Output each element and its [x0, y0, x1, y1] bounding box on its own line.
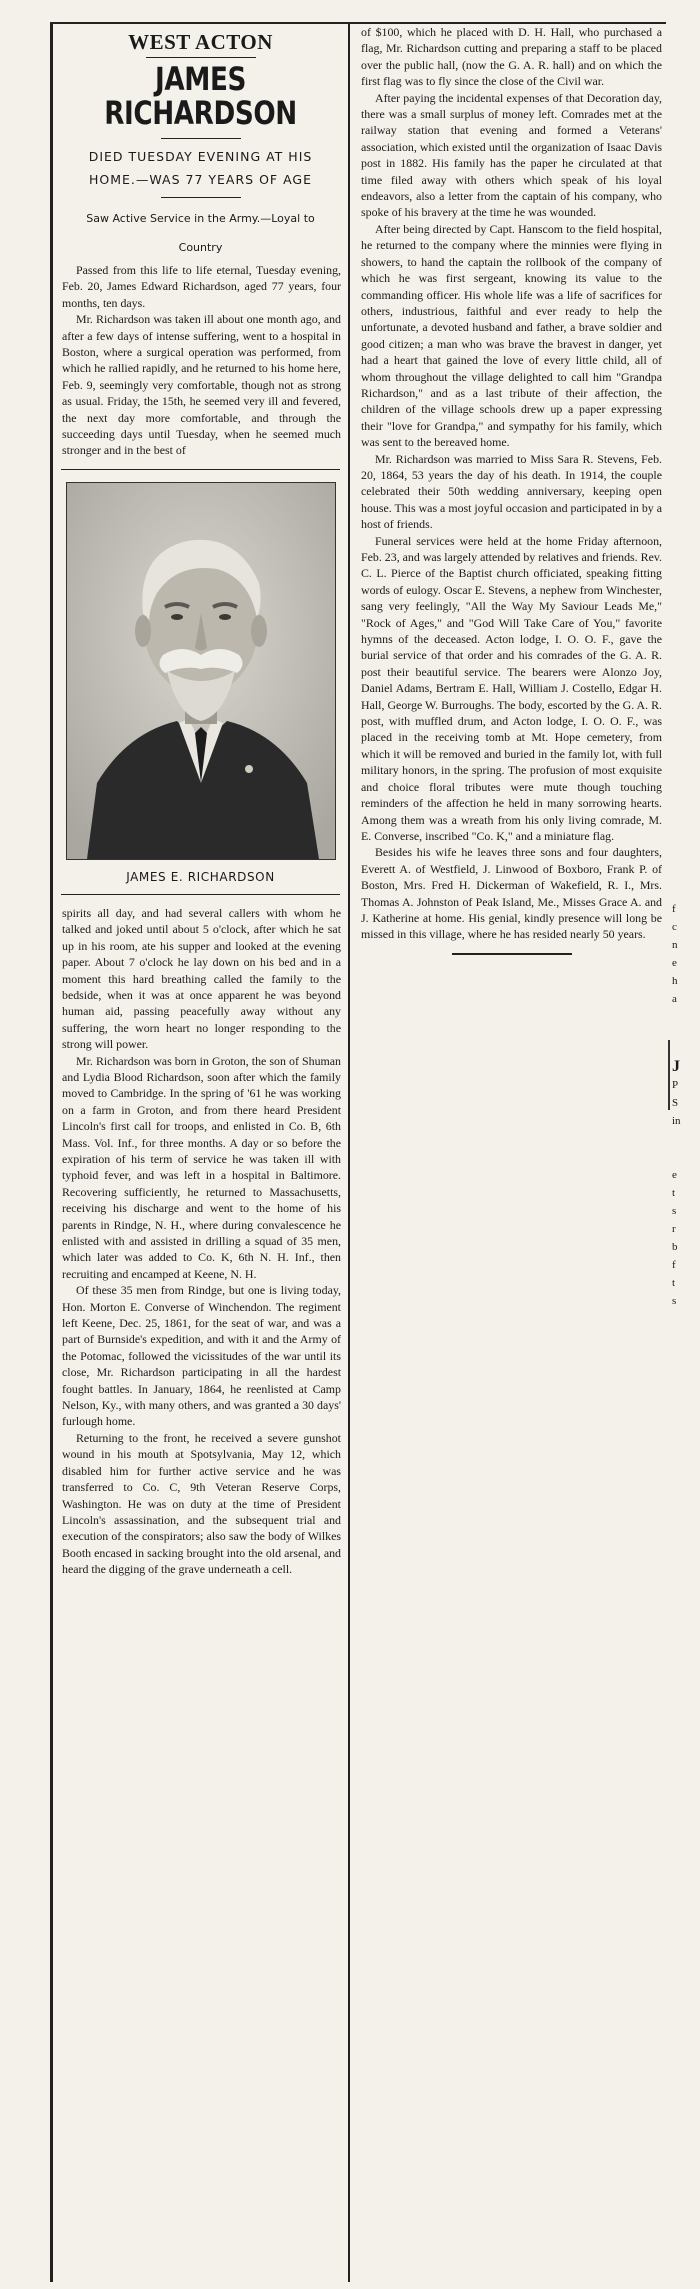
margin-fragment: S	[672, 1097, 679, 1109]
margin-fragment: e	[672, 957, 677, 969]
left-column	[50, 24, 350, 2282]
headline-divider	[161, 138, 241, 139]
margin-fragment: J	[672, 1058, 680, 1075]
paragraph: Passed from this life to life eternal, Tuesday evening, Feb. 20, James Edward Richardson, aged 77 years, four months, ten days.	[62, 263, 341, 310]
paragraph: After paying the incidental expenses of that Decoration day, there was a small surplus of money left. Comrades met at the railway station that evening and formed a Veterans' association, which existed until the organization of Isaac Davis post in 1882. His family has the paper he circulated at that time filed away with others which speak of his loyal endeavors, also a letter from the captain of his company, who spoke of his bravery at the time he was wounded.	[361, 90, 662, 220]
portrait-illustration	[67, 483, 335, 859]
margin-fragment: t	[672, 1187, 676, 1199]
margin-fragment: a	[672, 993, 677, 1005]
headline-name: JAMES RICHARDSON	[104, 60, 297, 132]
photo-caption: JAMES E. RICHARDSON	[126, 869, 275, 884]
paragraph: After being directed by Capt. Hanscom to the field hospital, he returned to the company where the minnies were flying in showers, to hand the captain the rollbook of the company of which he was first sergeant, knowing its value to the commanding officer. His whole life was a life of sacrifices for others, industrious, faithful and ever ready to help the unfortunate, a devoted husband and father, a brave soldier and good citizen; a man who was brave the bravest in danger, yet had a heart that gained the love of every little child, all of whom throughout the village delighted to call him "Grandpa Richardson," and as a last tribute of their affection, the children of the village schools drew up a paper expressing their "love for Grandpa," and sympathy for his family, which was sent to the bereaved home.	[361, 221, 662, 450]
margin-fragment: r	[672, 1223, 676, 1235]
paragraph: Mr. Richardson was taken ill about one month ago, and after a few days of intense suffering, went to a hospital in Boston, where a surgical operation was performed, from which he rallied rapidly, and he returned to his home here, Feb. 9, seemingly very comfortable, though not as strong as usual. Friday, the 15th, he seemed very ill and fevered, the next day more comfortable, and through the succeeding days until Tuesday, when he seemed much stronger and in the best of	[62, 312, 341, 458]
margin-fragment: n	[672, 939, 678, 951]
headline-location: WEST ACTON	[128, 30, 273, 54]
paragraph: Besides his wife he leaves three sons and four daughters, Everett A. of Westfield, J. Linwood of Boxboro, Frank P. of Boston, Mrs. Fred H. Dickerman of Wakefield, R. I., Mrs. Thomas A. Johnston of Peak Island, Me., Misses Grace A. and J. Katherine at home. His genial, kindly presence will long be missed in this village, where he has resided nearly 50 years.	[361, 845, 662, 942]
photo-bottom-rule	[61, 894, 340, 895]
paragraph: Mr. Richardson was born in Groton, the son of Shuman and Lydia Blood Richardson, soon after which the family moved to Cambridge. In the spring of '61 he was working on a farm in Groton, and from there heard President Lincoln's first call for troops, and enlisted in Co. B, 6th Mass. Vol. Inf., for three months. A day or so before the expiration of his term of service he was taken ill with typhoid fever, and was left in a hospital in Baltimore. Recovering sufficiently, he returned to Massachusetts, receiving his discharge and went to the home of his parents in Rindge, N. H., where during convalescence he enlisted with and assisted in drilling a squad of 35 men, which later was added to Co. K, 6th N. H. Inf., then recruiting and encamped at Keene, N. H.	[62, 1053, 341, 1281]
margin-fragment: h	[672, 975, 678, 987]
margin-fragment: s	[672, 1205, 677, 1217]
margin-rule	[668, 1040, 670, 1110]
paragraph: Of these 35 men from Rindge, but one is living today, Hon. Morton E. Converse of Winchendon. The regiment left Keene, Dec. 25, 1861, for the seat of war, and was a part of Burnside's expedition, and with it and the Army of the Potomac, followed the vicissitudes of the war until its close, Mr. Richardson participating in all the hardest fought battles. In January, 1864, he reenlisted at Camp Nelson, Ky., with many others, and was granted a 30 days' furlough home.	[62, 1283, 341, 1429]
paragraph: Funeral services were held at the home Friday afternoon, Feb. 23, and was largely attended by relatives and friends. Rev. C. L. Pierce of the Baptist church officiated, speaking fitting words of eulogy. Oscar E. Stevens, a nephew from Winchester, sang very feelingly, "All the Way My Saviour Leads Me," "Rock of Ages," and "God Will Take Care of You," favorite hymns of the deceased. Acton lodge, I. O. O. F., gave the burial service of that order and his comrades of the G. A. R. post their beautiful service. The bearers were Alonzo Joy, Daniel Adams, Bertram E. Hall, William J. Costello, Edgar H. Hall, George W. Burroughs. The body, escorted by the G. A. R. post, with muffled drum, and Acton lodge, I. O. O. F., was placed in the receiving tomb at Mt. Hope cemetery, from which it will be removed and buried in the family lot, with full military honors, in the spring. The profusion of most exquisite and choice floral tributes were mute though touching reminders of the affection he held in many sorrowing hearts. Among them was a wreath from his only living comrade, M. E. Converse, inscribed "Co. K," and a miniature flag.	[361, 533, 662, 843]
margin-fragment: e	[672, 1169, 677, 1181]
margin-fragment: f	[672, 1259, 676, 1271]
photo-top-rule	[61, 469, 340, 470]
margin-fragment: b	[672, 1241, 678, 1253]
paragraph: spirits all day, and had several callers with whom he talked and joked until about 5 o'clock, after which he sat up in his room, ate his supper and looked at the evening paper. About 7 o'clock he lay down on his bed and in a moment this hard breathing called the family to the bedside, when it was at once apparent he was beyond human aid, passing peacefully away without any suffering, the worn heart no longer responding to the strong will power.	[62, 905, 341, 1052]
margin-fragment: in	[672, 1115, 681, 1127]
clipping-edge-mark	[230, 4, 480, 12]
adjacent-column-fragments	[672, 900, 698, 1400]
margin-fragment: s	[672, 1295, 677, 1307]
paragraph: of $100, which he placed with D. H. Hall, who purchased a flag, Mr. Richardson cutting and preparing a staff to be placed over the public hall, (now the G. A. R. hall) and on which the first flag was to fly since the close of the Civil war.	[361, 25, 662, 89]
paragraph: Returning to the front, he received a severe gunshot wound in his mouth at Spotsylvania, May 12, which disabled him for further active service and he was transferred to Co. C, 9th Veteran Reserve Corps, Washington. He was on duty at the time of President Lincoln's assassination, and the subsequent trial and execution of the conspirators; also saw the body of Wilkes Booth encased in sacking brought into the old arsenal, and heard the digging of the grave underneath a cell.	[62, 1430, 341, 1577]
left-text-top	[53, 262, 348, 459]
margin-fragment: f	[672, 903, 676, 915]
margin-fragment: P	[672, 1079, 679, 1091]
subhead-service: Saw Active Service in the Army.—Loyal to Country	[86, 212, 315, 254]
article-frame	[50, 22, 666, 2284]
headline-underline	[146, 57, 256, 58]
paragraph: Mr. Richardson was married to Miss Sara R. Stevens, Feb. 20, 1864, 53 years the day of his death. In 1914, the couple celebrated their 50th wedding anniversary, keeping open house. This was a most joyful occasion and participated in by a host of friends.	[361, 451, 662, 532]
left-text-bottom	[53, 905, 348, 1578]
subhead-divider	[161, 197, 241, 198]
margin-fragment: t	[672, 1277, 676, 1289]
end-of-article-rule	[452, 953, 572, 955]
subhead-death: DIED TUESDAY EVENING AT HIS HOME.—WAS 77 YEARS OF AGE	[88, 149, 313, 187]
portrait-photo	[66, 482, 336, 860]
margin-fragment: c	[672, 921, 677, 933]
right-column	[353, 24, 666, 1984]
